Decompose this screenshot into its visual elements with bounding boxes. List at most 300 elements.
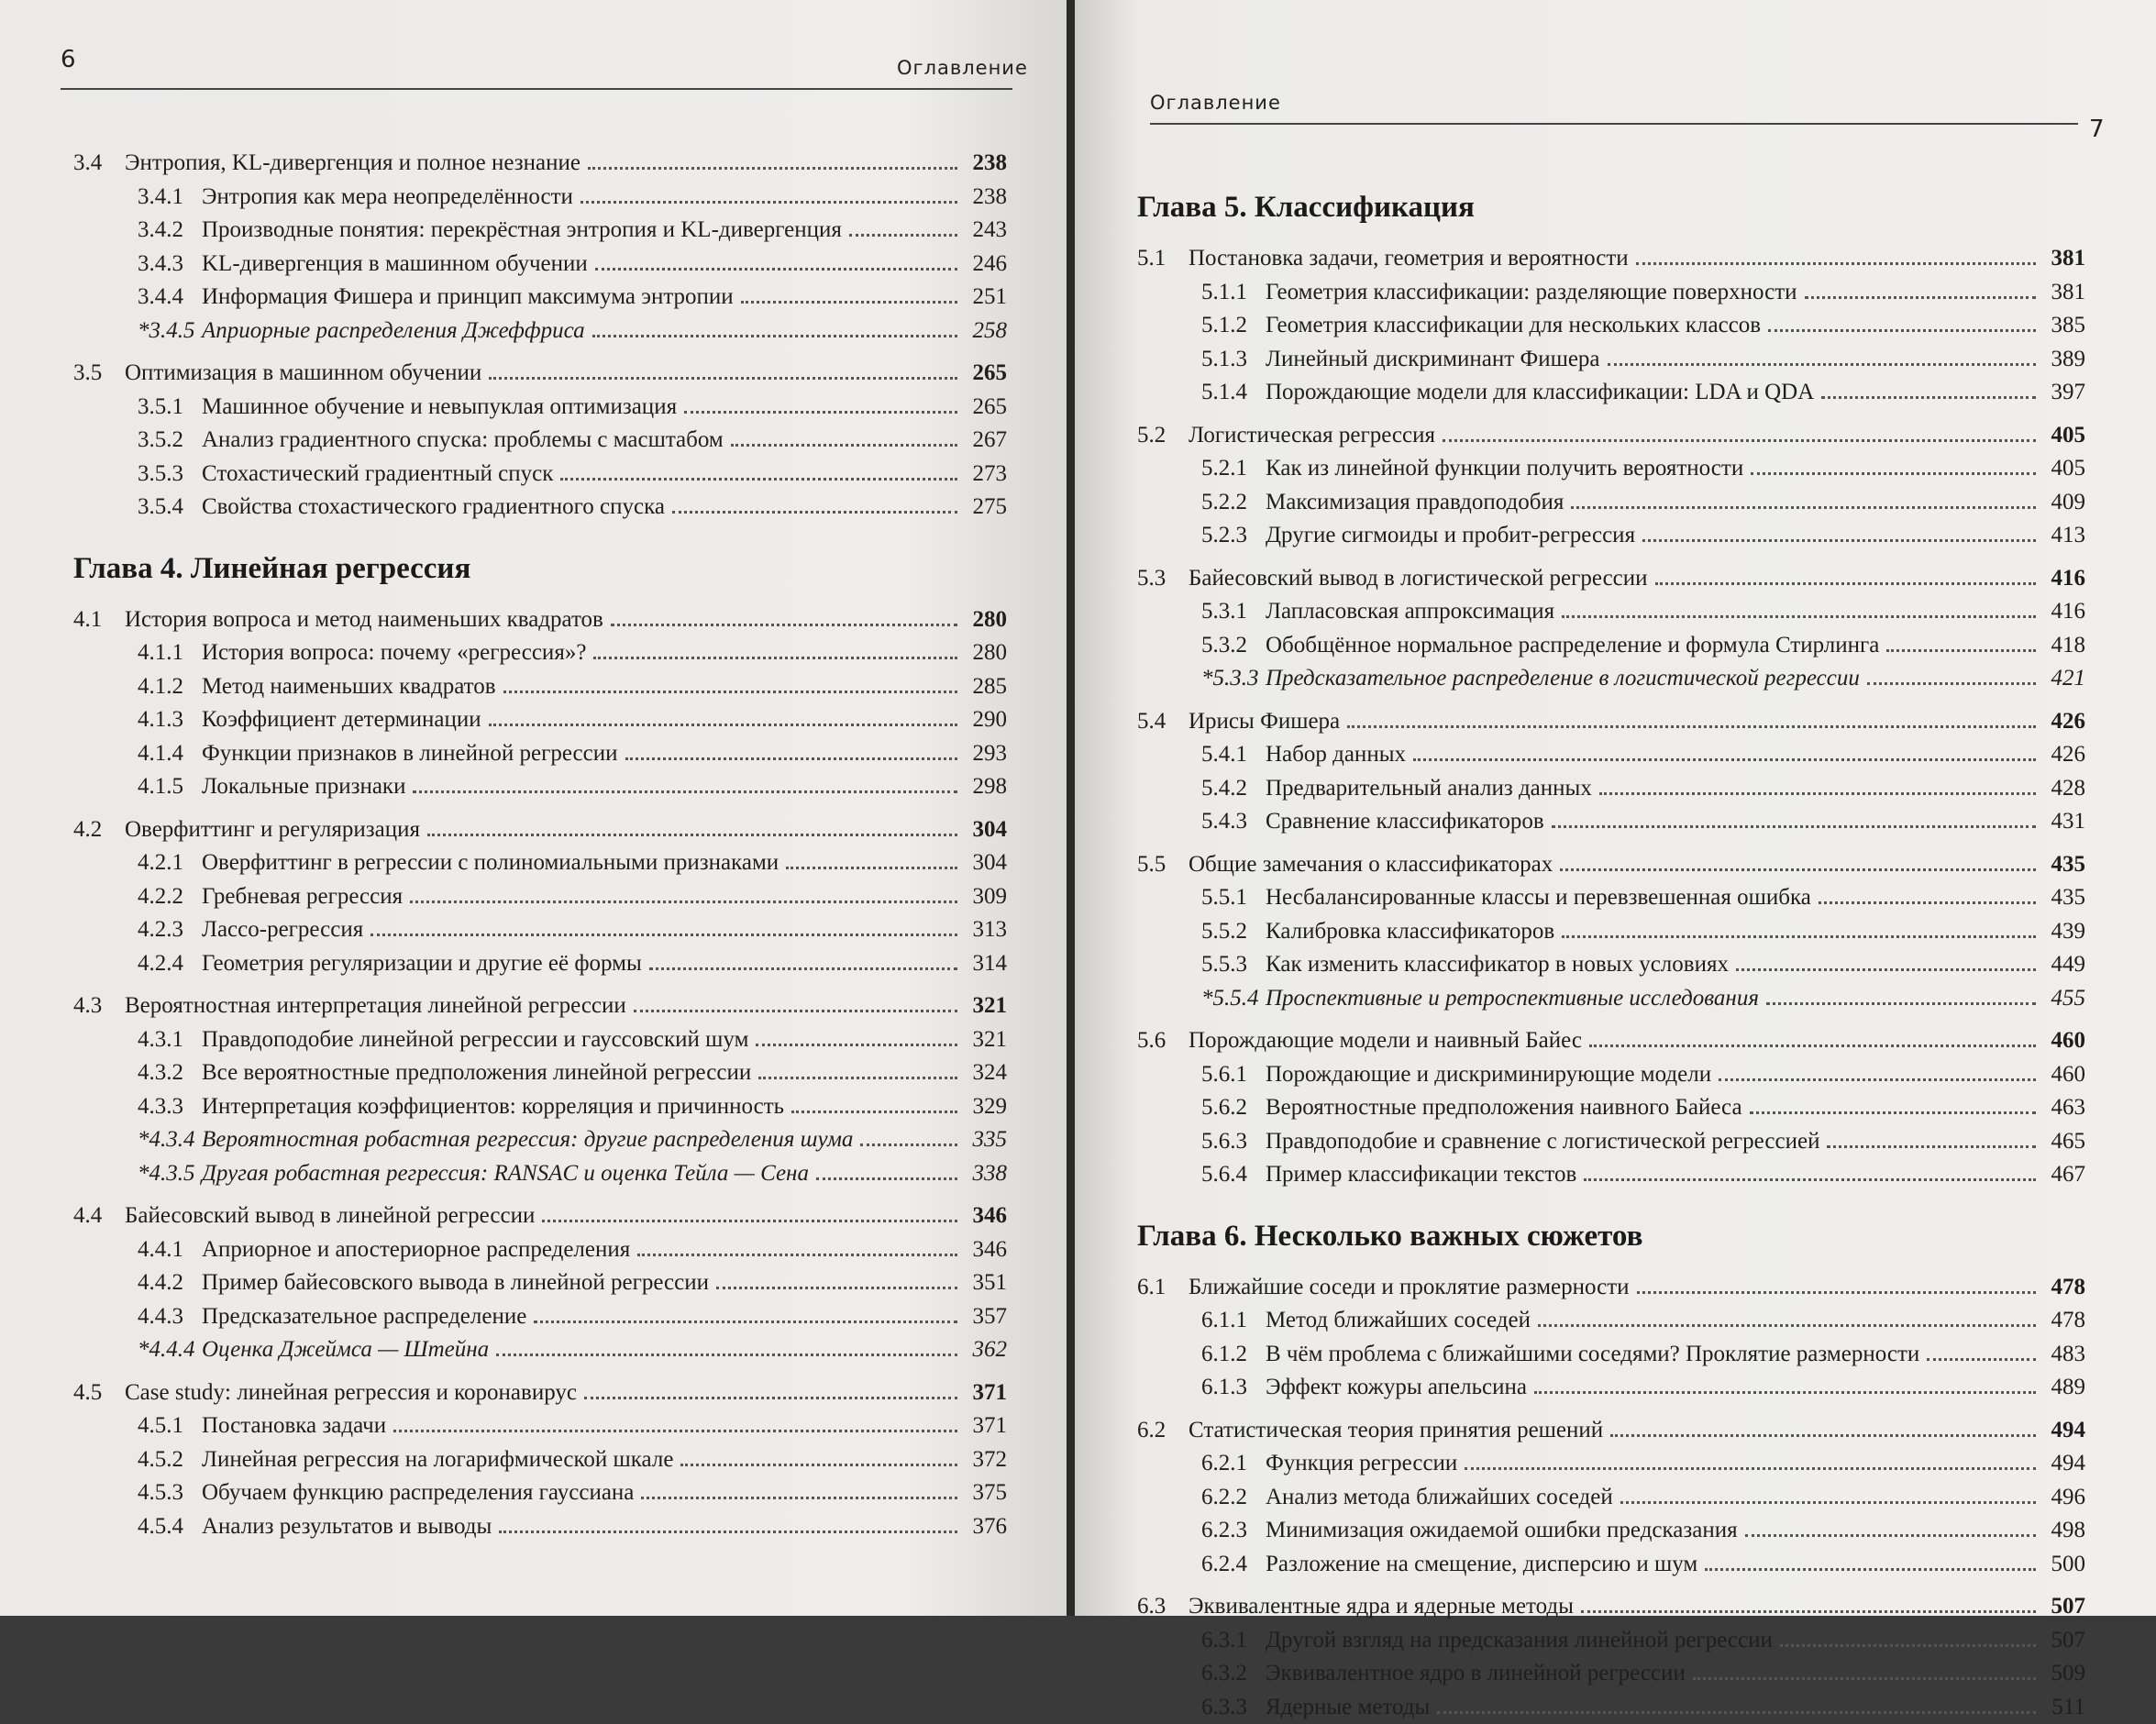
toc-section (73, 1376, 1007, 1410)
toc-number: *5.5.4 (1137, 982, 1266, 1016)
toc-list (1137, 183, 2085, 1724)
toc-title: Оверфиттинг и регуляризация (125, 813, 420, 847)
toc-page-number: 251 (965, 281, 1007, 315)
toc-number: 5.5.2 (1137, 915, 1266, 949)
dot-leader (1347, 725, 2036, 728)
toc-number: *3.4.5 (73, 315, 202, 348)
toc-title: Геометрия регуляризации и другие её формы (202, 947, 642, 981)
toc-section (73, 147, 1007, 181)
dot-leader (1581, 1610, 2036, 1613)
toc-title: Набор данных (1266, 738, 1406, 772)
dot-leader (592, 335, 957, 337)
toc-subsection (73, 1123, 1007, 1157)
dot-leader (1750, 1111, 2036, 1114)
toc-page-number: 238 (965, 181, 1007, 215)
toc-title: Порождающие модели и наивный Байес (1189, 1024, 1582, 1058)
toc-page-number: 371 (965, 1376, 1007, 1410)
toc-section (73, 813, 1007, 847)
toc-number: 5.5.3 (1137, 948, 1266, 982)
toc-subsection (1137, 486, 2085, 520)
toc-subsection (73, 214, 1007, 248)
toc-title: Пример байесовского вывода в линейной регрессии (202, 1266, 709, 1300)
toc-page-number: 507 (2043, 1590, 2085, 1624)
toc-subsection (73, 1157, 1007, 1191)
toc-title: Локальные признаки (202, 770, 405, 804)
toc-title: Функции признаков в линейной регрессии (202, 737, 618, 771)
toc-subsection (73, 1023, 1007, 1057)
toc-number: 5.4.3 (1137, 805, 1266, 839)
toc-title: Предсказательное распределение в логистической регрессии (1266, 662, 1860, 696)
toc-page-number: 413 (2043, 519, 2085, 553)
dot-leader (1927, 1358, 2036, 1361)
toc-number: 4.1.5 (73, 770, 202, 804)
toc-subsection (1137, 772, 2085, 806)
toc-page-number: 483 (2043, 1338, 2085, 1372)
dot-leader (1560, 868, 2036, 871)
toc-number: 6.3 (1137, 1590, 1189, 1624)
toc-subsection (73, 1510, 1007, 1544)
dot-leader (672, 511, 957, 514)
dot-leader (1745, 1534, 2036, 1537)
dot-leader (1719, 1078, 2036, 1081)
toc-page-number: 389 (2043, 343, 2085, 377)
dot-leader (1805, 296, 2036, 299)
toc-title: Энтропия как мера неопределённости (202, 181, 573, 215)
toc-page-number: 500 (2043, 1548, 2085, 1582)
dot-leader (1827, 1145, 2036, 1148)
running-head: Оглавление (897, 57, 1028, 79)
dot-leader (637, 1254, 957, 1256)
toc-number: 5.3.2 (1137, 629, 1266, 663)
toc-number: 5.2.3 (1137, 519, 1266, 553)
toc-title: Линейная регрессия на логарифмической шкале (202, 1443, 673, 1477)
dot-leader (595, 268, 957, 271)
toc-number: 4.2.4 (73, 947, 202, 981)
page-number: 7 (2089, 116, 2105, 143)
toc-subsection (73, 1409, 1007, 1443)
toc-page-number: 428 (2043, 772, 2085, 806)
dot-leader (1443, 439, 2036, 442)
toc-title: Байесовский вывод в линейной регрессии (125, 1199, 535, 1233)
dot-leader (1620, 1501, 2036, 1504)
toc-title: Геометрия классификации: разделяющие поверхности (1266, 276, 1797, 310)
toc-number: 5.6.4 (1137, 1158, 1266, 1192)
toc-page-number: 509 (2043, 1657, 2085, 1691)
dot-leader (1736, 968, 2036, 971)
dot-leader (427, 834, 957, 836)
toc-subsection (73, 181, 1007, 215)
dot-leader (1534, 1391, 2036, 1394)
toc-number: 3.5 (73, 357, 125, 391)
toc-page-number: 280 (965, 636, 1007, 670)
toc-title: Эффект кожуры апельсина (1266, 1371, 1527, 1405)
toc-subsection (1137, 915, 2085, 949)
toc-subsection (1137, 881, 2085, 915)
toc-title: Анализ градиентного спуска: проблемы с масштабом (202, 424, 724, 458)
dot-leader (499, 1531, 957, 1533)
toc-page-number: 375 (965, 1476, 1007, 1510)
toc-title: Как из линейной функции получить вероятности (1266, 452, 1743, 486)
toc-subsection (1137, 309, 2085, 343)
toc-subsection (73, 458, 1007, 492)
toc-page-number: 465 (2043, 1125, 2085, 1159)
toc-number: 3.4 (73, 147, 125, 181)
toc-title: Case study: линейная регрессия и коронавирус (125, 1376, 577, 1410)
toc-subsection (73, 846, 1007, 880)
dot-leader (758, 1077, 957, 1079)
toc-subsection (73, 281, 1007, 315)
toc-number: 4.2.1 (73, 846, 202, 880)
dot-leader (588, 167, 957, 170)
toc-number: 3.5.1 (73, 391, 202, 425)
dot-leader (542, 1220, 957, 1222)
toc-subsection (73, 636, 1007, 670)
toc-number: 4.1.4 (73, 737, 202, 771)
page-number: 6 (61, 46, 76, 73)
toc-number: 6.3.1 (1137, 1624, 1266, 1658)
dot-leader (370, 934, 957, 936)
toc-section (1137, 562, 2085, 596)
dot-leader (1636, 262, 2036, 265)
toc-number: 6.1 (1137, 1271, 1189, 1305)
toc-number: *4.3.5 (73, 1157, 202, 1191)
toc-page-number: 507 (2043, 1624, 2085, 1658)
toc-page-number: 416 (2043, 595, 2085, 629)
dot-leader (791, 1111, 957, 1113)
running-head: Оглавление (1150, 92, 1281, 114)
toc-page-number: 246 (965, 248, 1007, 282)
dot-leader (496, 1354, 957, 1356)
toc-subsection (1137, 519, 2085, 553)
toc-number: *4.3.4 (73, 1123, 202, 1157)
toc-subsection (1137, 1304, 2085, 1338)
left-page (0, 0, 1067, 1616)
toc-section (73, 603, 1007, 637)
toc-page-number: 285 (965, 670, 1007, 704)
toc-title: Метод наименьших квадратов (202, 670, 496, 704)
toc-number: 5.1.2 (1137, 309, 1266, 343)
toc-number: 6.2.4 (1137, 1548, 1266, 1582)
toc-number: 4.1 (73, 603, 125, 637)
toc-title: Обучаем функцию распределения гауссиана (202, 1476, 634, 1510)
toc-page-number: 304 (965, 846, 1007, 880)
dot-leader (489, 724, 957, 726)
toc-number: 3.5.3 (73, 458, 202, 492)
toc-number: 3.5.4 (73, 491, 202, 525)
right-page (1075, 0, 2156, 1616)
toc-title: Вероятностная интерпретация линейной регрессии (125, 989, 626, 1023)
toc-number: 6.3.3 (1137, 1691, 1266, 1724)
toc-number: 5.5.1 (1137, 881, 1266, 915)
dot-leader (489, 377, 957, 380)
toc-page-number: 351 (965, 1266, 1007, 1300)
dot-leader (786, 867, 957, 869)
toc-subsection (1137, 1624, 2085, 1658)
toc-subsection (73, 880, 1007, 914)
toc-title: Другие сигмоиды и пробит-регрессия (1266, 519, 1635, 553)
toc-page-number: 460 (2043, 1058, 2085, 1092)
toc-title: Ближайшие соседи и проклятие размерности (1189, 1271, 1630, 1305)
dot-leader (756, 1044, 957, 1046)
toc-number: 4.4.3 (73, 1300, 202, 1334)
toc-page-number: 329 (965, 1090, 1007, 1124)
toc-subsection (73, 1056, 1007, 1090)
header-rule (1150, 123, 2078, 125)
toc-page-number: 511 (2043, 1691, 2085, 1724)
dot-leader (1768, 329, 2036, 332)
toc-title: Априорные распределения Джеффриса (202, 315, 585, 348)
toc-subsection (73, 1266, 1007, 1300)
dot-leader (1589, 1044, 2036, 1047)
toc-number: 4.4.1 (73, 1233, 202, 1267)
dot-leader (684, 411, 957, 414)
toc-page-number: 381 (2043, 242, 2085, 276)
toc-page-number: 372 (965, 1443, 1007, 1477)
dot-leader (1584, 1178, 2036, 1181)
toc-title: Коэффициент детерминации (202, 703, 481, 737)
dot-leader (1655, 582, 2036, 585)
toc-number: 4.4.2 (73, 1266, 202, 1300)
dot-leader (641, 1497, 957, 1499)
toc-page-number: 421 (2043, 662, 2085, 696)
toc-subsection (1137, 1158, 2085, 1192)
dot-leader (1642, 539, 2036, 542)
toc-title: Статистическая теория принятия решений (1189, 1414, 1603, 1448)
toc-subsection (73, 491, 1007, 525)
toc-number: 4.3.2 (73, 1056, 202, 1090)
dot-leader (413, 790, 957, 793)
toc-number: 5.1 (1137, 242, 1189, 276)
dot-leader (1693, 1677, 2036, 1680)
toc-title: Геометрия классификации для нескольких классов (1266, 309, 1761, 343)
dot-leader (1766, 1002, 2036, 1005)
toc-number: 6.1.3 (1137, 1371, 1266, 1405)
dot-leader (1571, 506, 2036, 509)
toc-section (1137, 1024, 2085, 1058)
toc-page-number: 338 (965, 1157, 1007, 1191)
dot-leader (593, 657, 957, 659)
toc-number: 4.1.3 (73, 703, 202, 737)
toc-title: Функция регрессии (1266, 1447, 1457, 1481)
toc-title: Максимизация правдоподобия (1266, 486, 1564, 520)
toc-page-number: 321 (965, 1023, 1007, 1057)
toc-page-number: 321 (965, 989, 1007, 1023)
toc-subsection (73, 670, 1007, 704)
toc-subsection (1137, 738, 2085, 772)
dot-leader (1562, 935, 2036, 938)
toc-subsection (1137, 276, 2085, 310)
dot-leader (393, 1430, 957, 1432)
toc-page-number: 265 (965, 391, 1007, 425)
toc-number: 4.3.1 (73, 1023, 202, 1057)
toc-title: Все вероятностные предположения линейной регрессии (202, 1056, 751, 1090)
toc-page-number: 455 (2043, 982, 2085, 1016)
dot-leader (716, 1287, 957, 1289)
toc-page-number: 335 (965, 1123, 1007, 1157)
toc-number: 6.1.2 (1137, 1338, 1266, 1372)
dot-leader (816, 1177, 957, 1180)
dot-leader (1610, 1434, 2036, 1437)
toc-page-number: 494 (2043, 1414, 2085, 1448)
toc-title: Минимизация ожидаемой ошибки предсказания (1266, 1514, 1738, 1548)
toc-subsection (1137, 1691, 2085, 1724)
toc-number: 4.5.2 (73, 1443, 202, 1477)
toc-title: Логистическая регрессия (1189, 419, 1435, 453)
toc-subsection (73, 424, 1007, 458)
toc-number: *4.4.4 (73, 1333, 202, 1367)
toc-title: Общие замечания о классификаторах (1189, 848, 1553, 882)
toc-title: Энтропия, KL-дивергенция и полное незнание (125, 147, 580, 181)
toc-subsection (73, 1300, 1007, 1334)
toc-page-number: 426 (2043, 738, 2085, 772)
dot-leader (503, 691, 957, 693)
toc-subsection (1137, 1481, 2085, 1515)
toc-title: Свойства стохастического градиентного спуска (202, 491, 665, 525)
toc-subsection (1137, 1447, 2085, 1481)
toc-number: 3.5.2 (73, 424, 202, 458)
toc-subsection (73, 315, 1007, 348)
toc-number: 4.5.4 (73, 1510, 202, 1544)
toc-section (73, 989, 1007, 1023)
dot-leader (1608, 363, 2036, 366)
toc-subsection (73, 1333, 1007, 1367)
toc-title: Проспективные и ретроспективные исследования (1266, 982, 1759, 1016)
toc-page-number: 324 (965, 1056, 1007, 1090)
toc-title: Порождающие и дискриминирующие модели (1266, 1058, 1711, 1092)
toc-number: *5.3.3 (1137, 662, 1266, 696)
toc-title: Пример классификации текстов (1266, 1158, 1576, 1192)
toc-number: 6.2.1 (1137, 1447, 1266, 1481)
toc-title: Метод ближайших соседей (1266, 1304, 1531, 1338)
toc-title: Эквивалентные ядра и ядерные методы (1189, 1590, 1574, 1624)
toc-page-number: 376 (965, 1510, 1007, 1544)
dot-leader (634, 1010, 957, 1012)
toc-title: Оптимизация в машинном обучении (125, 357, 481, 391)
toc-number: 5.5 (1137, 848, 1189, 882)
toc-subsection (1137, 948, 2085, 982)
toc-title: Ирисы Фишера (1189, 705, 1340, 739)
dot-leader (1886, 649, 2036, 652)
dot-leader (625, 757, 958, 760)
toc-title: Линейный дискриминант Фишера (1266, 343, 1600, 377)
toc-number: 5.6 (1137, 1024, 1189, 1058)
toc-page-number: 498 (2043, 1514, 2085, 1548)
toc-subsection (1137, 595, 2085, 629)
toc-section (73, 357, 1007, 391)
dot-leader (1705, 1568, 2036, 1571)
dot-leader (1465, 1467, 2036, 1470)
toc-subsection (1137, 805, 2085, 839)
toc-subsection (73, 770, 1007, 804)
chapter-heading: Глава 6. Несколько важных сюжетов (1137, 1212, 2085, 1271)
toc-number: 4.5.3 (73, 1476, 202, 1510)
toc-title: История вопроса и метод наименьших квадратов (125, 603, 603, 637)
toc-page-number: 416 (2043, 562, 2085, 596)
toc-number: 4.2.2 (73, 880, 202, 914)
dot-leader (1819, 901, 2036, 904)
toc-number: 5.2.1 (1137, 452, 1266, 486)
toc-page-number: 346 (965, 1233, 1007, 1267)
dot-leader (860, 1144, 957, 1146)
toc-number: 4.2.3 (73, 913, 202, 947)
toc-section (1137, 848, 2085, 882)
chapter-spacer (1137, 1192, 2085, 1212)
toc-number: 4.3.3 (73, 1090, 202, 1124)
toc-page-number: 267 (965, 424, 1007, 458)
toc-number: 5.3 (1137, 562, 1189, 596)
dot-leader (1780, 1644, 2036, 1647)
dot-leader (1637, 1291, 2036, 1294)
toc-number: 6.2.3 (1137, 1514, 1266, 1548)
toc-page-number: 467 (2043, 1158, 2085, 1192)
toc-subsection (73, 703, 1007, 737)
dot-leader (731, 444, 957, 447)
toc-subsection (1137, 1548, 2085, 1582)
toc-number: 5.3.1 (1137, 595, 1266, 629)
toc-page-number: 293 (965, 737, 1007, 771)
toc-page-number: 463 (2043, 1091, 2085, 1125)
toc-number: 3.4.2 (73, 214, 202, 248)
toc-subsection (73, 913, 1007, 947)
toc-number: 5.1.3 (1137, 343, 1266, 377)
toc-section (1137, 705, 2085, 739)
toc-number: 6.2 (1137, 1414, 1189, 1448)
dot-leader (584, 1397, 957, 1399)
dot-leader (580, 201, 957, 204)
toc-title: Эквивалентное ядро в линейной регрессии (1266, 1657, 1686, 1691)
dot-leader (1751, 472, 2036, 475)
toc-title: История вопроса: почему «регрессия»? (202, 636, 586, 670)
toc-subsection (1137, 662, 2085, 696)
toc-number: 4.5 (73, 1376, 125, 1410)
toc-title: Предварительный анализ данных (1266, 772, 1592, 806)
toc-page-number: 405 (2043, 452, 2085, 486)
toc-title: Априорное и апостериорное распределения (202, 1233, 630, 1267)
dot-leader (410, 901, 957, 903)
toc-page-number: 304 (965, 813, 1007, 847)
toc-title: Интерпретация коэффициентов: корреляция и причинность (202, 1090, 784, 1124)
dot-leader (1552, 825, 2036, 828)
chapter-spacer (73, 525, 1007, 545)
toc-subsection (1137, 376, 2085, 410)
toc-subsection (1137, 1058, 2085, 1092)
toc-title: Другой взгляд на предсказания линейной регрессии (1266, 1624, 1773, 1658)
toc-subsection (73, 391, 1007, 425)
toc-title: Лапласовская аппроксимация (1266, 595, 1554, 629)
toc-number: 4.5.1 (73, 1409, 202, 1443)
toc-title: Стохастический градиентный спуск (202, 458, 553, 492)
toc-subsection (73, 1090, 1007, 1124)
toc-page-number: 496 (2043, 1481, 2085, 1515)
toc-subsection (1137, 1125, 2085, 1159)
toc-page-number: 405 (2043, 419, 2085, 453)
toc-title: Правдоподобие линейной регрессии и гауссовский шум (202, 1023, 748, 1057)
toc-subsection (73, 737, 1007, 771)
toc-number: 5.1.4 (1137, 376, 1266, 410)
toc-subsection (73, 1443, 1007, 1477)
toc-title: Информация Фишера и принцип максимума энтропии (202, 281, 734, 315)
toc-title: Оценка Джеймса — Штейна (202, 1333, 489, 1367)
dot-leader (1437, 1711, 2036, 1714)
toc-title: Постановка задачи (202, 1409, 386, 1443)
toc-number: 5.4.2 (1137, 772, 1266, 806)
toc-number: 5.6.2 (1137, 1091, 1266, 1125)
toc-subsection (73, 1233, 1007, 1267)
toc-title: Вероятностная робастная регрессия: другие распределения шума (202, 1123, 853, 1157)
toc-number: 4.3 (73, 989, 125, 1023)
toc-number: 3.4.1 (73, 181, 202, 215)
toc-page-number: 371 (965, 1409, 1007, 1443)
